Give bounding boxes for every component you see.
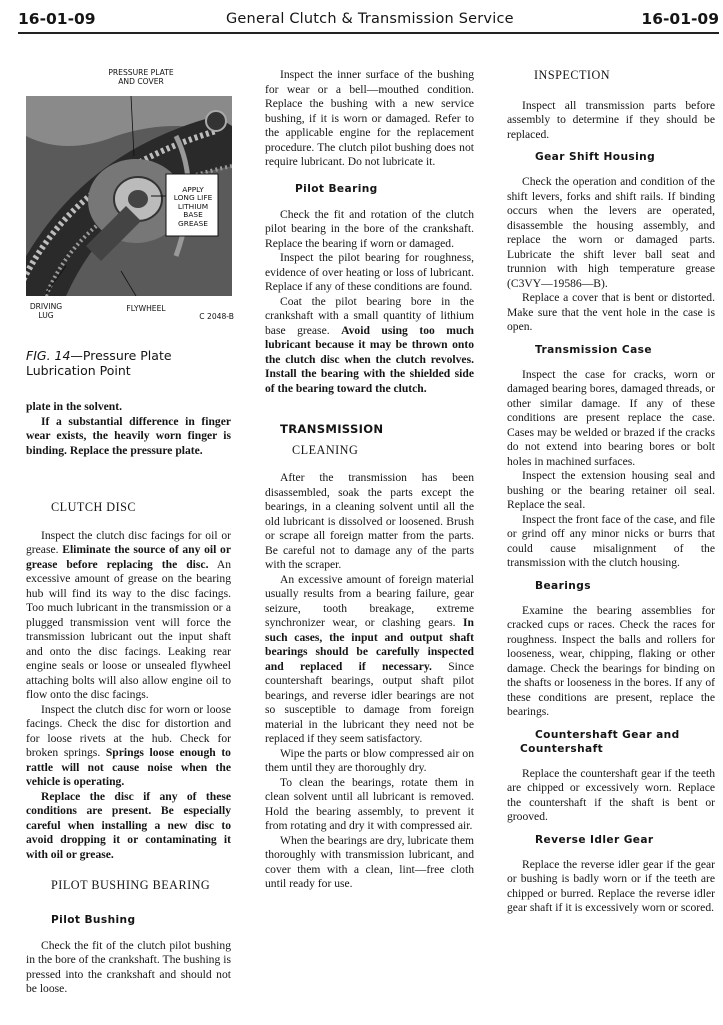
label-flywheel: FLYWHEEL [126,304,166,313]
text: Inspect the front face of the case, and file or grind off any minor nicks or burrs that could cause misalignment of the transmission with the clutch housing. [507,512,715,569]
paragraph [265,573,474,747]
paragraph [507,858,715,916]
figure-14 [26,62,234,324]
heading-transmission-case: Transmission Case [535,343,652,356]
text: Inspect the inner surface of the bushing for wear or a bell—mouthed condition. Replace the bushing with a new service bushing, if it is worn or damaged. Refer to the applicable engine for the replacement procedure. The clutch pilot bushing does not require lubricant. Do not lubricate it. [265,68,474,168]
bold-text: plate in the solvent. [26,400,122,413]
heading-inspection: INSPECTION [534,68,611,82]
bold-text: Avoid using too much lubricant because it may be thrown onto the clutch disc when the clutch revolves. Install the bearing with the shielded side of the bearing toward the clutch. [265,323,474,395]
text: Replace the reverse idler gear if the gear or bushing is badly worn or if the teeth are chipped or burred. Replace the reverse idler gear shaft if it is excessively worn or scored. [507,857,715,914]
paragraph [26,529,231,703]
paragraph [265,776,474,834]
column-3 [507,68,715,916]
label-pressure-plate-line1: PRESSURE PLATE [108,68,174,77]
heading-bearings: Bearings [535,579,591,592]
callout-line: LITHIUM [177,201,209,211]
paragraph [265,68,474,170]
text: Wipe the parts or blow compressed air on them until they are thoroughly dry. [265,746,474,774]
text: Examine the bearing assemblies for cracked cups or races. Check the races for roughness. Inspect the balls and rollers for looseness, wear, chipping, flaking or other damage. Check the bearings for binding on the shafts or looseness in the bores. If any of these conditions are present, replace the bearings. [507,603,715,718]
heading-transmission: TRANSMISSION [280,422,384,436]
page-title: General Clutch & Transmission Service [226,11,514,27]
text: Inspect the pilot bearing for roughness, evidence of over heating or loss of lubricant. Replace if any of these conditions are found. [265,251,474,293]
bold-text: Replace the disc if any of these conditions are present. Be especially careful when installing a new disc to avoid dropping it or contaminating it with oil or grease. [26,789,231,861]
label-driving-line2: LUG [38,311,54,320]
paragraph [507,604,715,720]
callout-line: APPLY [182,185,204,194]
paragraph [265,834,474,892]
heading-line: Countershaft Gear and [535,728,680,741]
text: After the transmission has been disassembled, soak the parts except the bearings, in a cleaning solvent until all the old lubricant is dissolved or loosened. Brush or scrape all foreign matter from the parts. Be careful not to damage any of the parts with the scraper. [265,471,474,571]
heading-countershaft-gear [520,728,715,756]
heading-reverse-idler-gear: Reverse Idler Gear [535,833,654,846]
paragraph [26,703,231,790]
header-rule [18,32,719,34]
text: When the bearings are dry, lubricate them thoroughly with transmission lubricant, and cover them with a clean, lint—free cloth until ready for use. [265,833,475,890]
figure-caption [26,348,231,378]
page-number-right: 16-01-09 [641,10,719,28]
text: Replace the countershaft gear if the teeth are chipped or excessively worn. Replace the countershaft if the shaft is bent or grooved. [507,766,715,823]
text: Inspect the case for cracks, worn or damaged bearing bores, damaged threads, or other similar damage. If any of these conditions are present replace the case. Cases may be welded or brazed if the cracks do not extend into bearing bores or bolt holes in machined surfaces. [507,367,715,468]
paragraph [265,295,474,397]
text: Check the fit and rotation of the clutch pilot bearing in the bore of the crankshaft. Replace the bearing if worn or damaged. [265,207,474,250]
paragraph [26,415,231,459]
paragraph [507,368,715,470]
heading-gear-shift-housing: Gear Shift Housing [535,151,656,163]
label-driving-lug [26,302,66,320]
callout-apply-grease [166,186,220,228]
paragraph [507,469,715,513]
heading-line: Countershaft [520,742,604,755]
text: Coat the pilot bearing bore in the crankshaft with a small quantity of lithium base grease. [265,294,474,337]
text: Inspect the extension housing seal and bushing or the bearing retainer oil seal. Replace the seal. [507,469,715,511]
figure-code: C 2048-B [199,312,234,321]
text: An excessive amount of foreign material usually results from a bearing failure, gear seizure, tooth breakage, extreme synchronizer wear, or clashing gears. [265,572,474,629]
callout-line: LONG LIFE [173,193,213,203]
bold-text: If a substantial difference in finger wear exists, the heavily worn finger is binding. Replace the pressure plate. [26,414,231,457]
paragraph [26,939,231,997]
heading-pilot-bearing: Pilot Bearing [295,182,378,195]
paragraph [265,747,474,776]
heading-pilot-bushing: Pilot Bushing [51,913,136,926]
paragraph [265,208,474,252]
paragraph [507,175,715,291]
paragraph [26,400,231,415]
text: Check the operation and condition of the shift levers, forks and shift rails. If binding occurs when the levers are operated, disassemble the housing assembly, and replace the worn or damaged parts. Lubricate the shift lever ball seat and trunnion with high temperature grease (C3VY—19586—B). [507,175,715,290]
paragraph [507,513,715,571]
paragraph [265,251,474,295]
paragraph [507,291,715,335]
bold-text: In such cases, the input and output shaft bearings should be carefully inspected and replaced if necessary. [265,616,474,673]
caption-text: —Pressure Plate Lubrication Point [26,348,172,378]
page-number-left: 16-01-09 [18,10,96,28]
text: To clean the bearings, rotate them in clean solvent until all lubricant is removed. Hold the bearing assembly, to prevent it from rotating and dry it with compressed air. [265,775,474,832]
label-driving-line1: DRIVING [29,302,63,311]
bold-text: Eliminate the source of any oil or grease before replacing the disc. [26,543,231,571]
bold-text: Springs loose enough to rattle will not cause noise when the vehicle is operating. [26,746,231,788]
label-pressure-plate-line2: AND COVER [118,77,164,86]
text: Inspect the clutch disc for worn or loose facings. Check the disc for distortion and for loose rivets at the hub. Check for broken springs. [26,702,231,759]
column-2 [265,68,474,892]
page-header [0,0,723,34]
text: An excessive amount of grease on the bearing hub will find its way to the disc facings. Too much lubricant in the transmission or a plugged transmission vent will force the transmission lubricant out the input shaft and onto the disc facings. Leaking rear engine seals or loose or unsealed flywheel attaching bolts will also allow engine oil to flow onto the disc facings. [26,557,231,701]
text: Check the fit of the clutch pilot bushing in the bore of the crankshaft. The bushing is pressed into the crankshaft and should not be loose. [26,938,231,995]
column-1 [26,400,231,997]
text: Since countershaft bearings, output shaft pilot bearings, and reverse idler bearings are not so susceptible to damage from foreign material in the lubricant they need not be replaced if they seem satisfactory. [265,659,474,745]
label-pressure-plate [86,68,196,86]
callout-line: BASE [183,210,203,220]
text: Replace a cover that is bent or distorted. Make sure that the vent hole in the case is open. [507,291,715,333]
heading-clutch-disc: CLUTCH DISC [51,500,137,514]
heading-pilot-bushing-bearing: PILOT BUSHING BEARING [51,878,211,892]
text: Inspect all transmission parts before assembly to determine if they should be replaced. [507,98,715,141]
text: Inspect the clutch disc facings for oil or grease. [26,528,231,556]
paragraph [507,767,715,825]
heading-cleaning: CLEANING [292,442,359,457]
paragraph [265,471,474,573]
callout-line: GREASE [178,218,208,228]
paragraph [26,790,231,863]
paragraph [507,99,715,143]
caption-fig-number: FIG. 14 [26,348,71,363]
